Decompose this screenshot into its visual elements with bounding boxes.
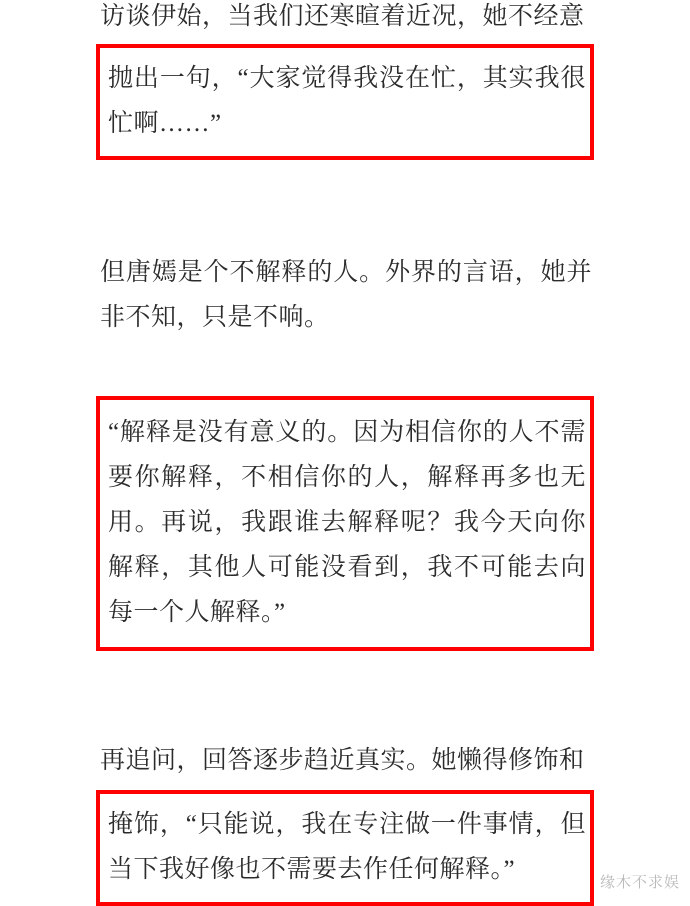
- highlighted-paragraph-3: 掩饰，“只能说，我在专注做一件事情，但当下我好像也不需要去作任何解释。”: [96, 790, 594, 906]
- highlighted-paragraph-2: “解释是没有意义的。因为相信你的人不需要你解释，不相信你的人，解释再多也无用。再说，我跟谁去解释呢？我今天向你解释，其他人可能没看到，我不可能去向每一个人解释。”: [96, 396, 594, 651]
- paragraph-3: 再追问，回答逐步趋近真实。她懒得修饰和: [100, 747, 585, 774]
- paragraph-1: 访谈伊始，当我们还寒暄着近况，她不经意: [100, 3, 585, 30]
- highlighted-paragraph-1: 抛出一句，“大家觉得我没在忙，其实我很忙啊……”: [96, 44, 594, 160]
- paragraph-2: 但唐嫣是个不解释的人。外界的言语，她并非不知，只是不响。: [100, 259, 592, 331]
- watermark-label: 缘木不求娱: [599, 874, 680, 891]
